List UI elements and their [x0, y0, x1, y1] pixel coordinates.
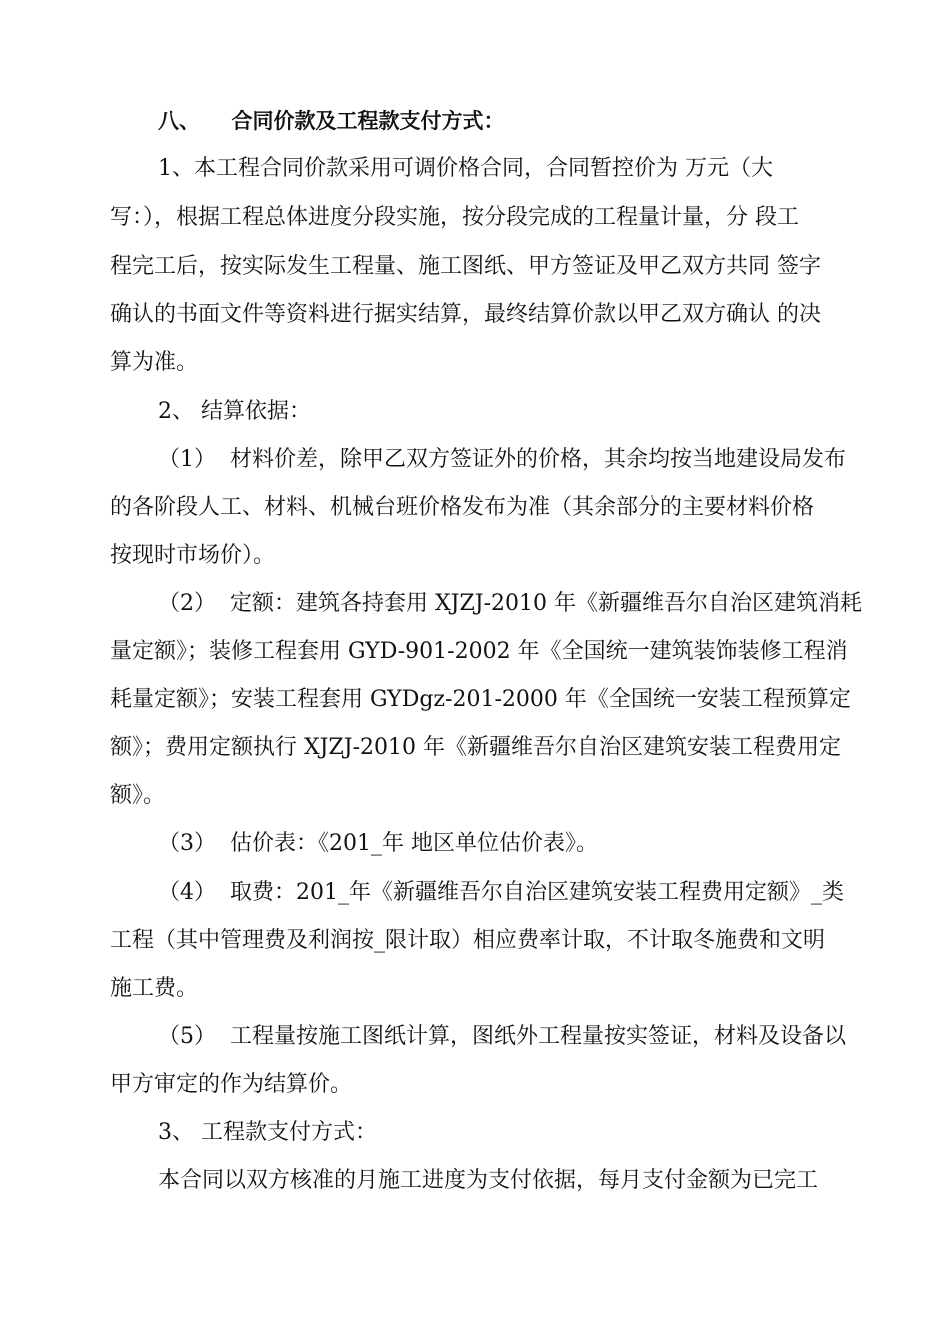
paragraph-line: 程完工后，按实际发生工程量、施工图纸、甲方签证及甲乙双方共同 签字	[110, 254, 821, 279]
paragraph-line: 本合同以双方核准的月施工进度为支付依据，每月支付金额为已完工	[158, 1168, 819, 1193]
paragraph-line: （1） 材料价差，除甲乙双方签证外的价格，其余均按当地建设局发布	[158, 447, 846, 472]
paragraph-line: 施工费。	[110, 976, 199, 1001]
paragraph-line: 甲方审定的作为结算价。	[110, 1072, 353, 1097]
paragraph-line: 写：），根据工程总体进度分段实施，按分段完成的工程量计量，分 段工	[110, 205, 799, 230]
paragraph-line: 耗量定额》；安装工程套用 GYDgz-201-2000 年《全国统一安装工程预算定	[110, 687, 851, 712]
paragraph-line: （4） 取费：201_年《新疆维吾尔自治区建筑安装工程费用定额》_类	[158, 880, 844, 905]
paragraph-line: 1、本工程合同价款采用可调价格合同，合同暂控价为 万元（大	[158, 156, 773, 181]
paragraph-line: 额》；费用定额执行 XJZJ-2010 年《新疆维吾尔自治区建筑安装工程费用定	[110, 735, 841, 760]
paragraph-line: 工程（其中管理费及利润按_限计取）相应费率计取，不计取冬施费和文明	[110, 928, 826, 953]
section-heading: 八、 合同价款及工程款支付方式：	[158, 109, 505, 133]
paragraph-line: 的各阶段人工、材料、机械台班价格发布为准（其余部分的主要材料价格	[110, 495, 815, 520]
paragraph-line: 确认的书面文件等资料进行据实结算，最终结算价款以甲乙双方确认 的决	[110, 302, 821, 327]
paragraph-line: （2） 定额：建筑各持套用 XJZJ-2010 年《新疆维吾尔自治区建筑消耗	[158, 591, 862, 616]
paragraph-line: 量定额》；装修工程套用 GYD-901-2002 年《全国统一建筑装饰装修工程消	[110, 639, 848, 664]
paragraph-line: （3） 估价表：《201_年 地区单位估价表》。	[158, 831, 598, 856]
paragraph-line: 算为准。	[110, 350, 199, 375]
paragraph-line: （5） 工程量按施工图纸计算，图纸外工程量按实签证，材料及设备以	[158, 1024, 846, 1049]
paragraph-line: 额》。	[110, 783, 166, 808]
paragraph-line: 按现时市场价）。	[110, 543, 276, 568]
paragraph-line: 3、 工程款支付方式：	[158, 1120, 377, 1145]
paragraph-line: 2、 结算依据：	[158, 399, 311, 424]
